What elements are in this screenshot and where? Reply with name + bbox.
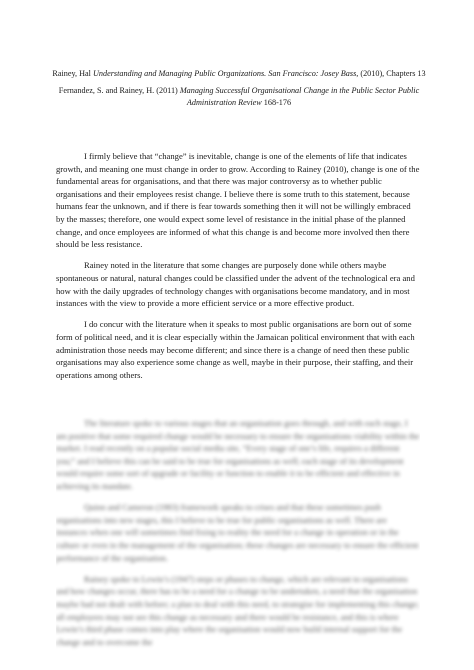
- blurred-paragraph: The literature spoke to various stages that an organisation goes through, and with each stage, I am positive that some required change would be necessary to ensure the organisations viability within the market. I read recently on a popular social media site, “Every stage of one’s life, requires a different you;” and I believe this can be said to be true for organisations as well; each stage of its development would require some sort of upgrade or facility or function to enable it to be efficient and effective in achieving its mandate.: [56, 418, 420, 491]
- reference-title: Managing Successful Organisational Change in the Public Sector Public Administration Review: [179, 86, 420, 108]
- blurred-paragraph: Rainey spoke to Lewin’s (1947) steps or phases to change, which are relevant to organisations and how changes occur, there has to be a need for a change to be undertaken, a need that the organisation maybe had not dealt with before; a plan to deal with this need, to strategise for implementing this change; all employees may not see this change as necessary and there would be resistance, and this is where Lewin’s third phase comes into play where the organisation would now build internal support for the change and to overcome the: [56, 573, 419, 647]
- blurred-text: [56, 417, 420, 648]
- essay-paragraph: I firmly believe that “change” is inevitable, change is one of the elements of life that indicates growth, and meaning one must change in order to grow. According to Rainey (2010), change is one of the fundamental areas for organisations, and that there was major controversy as to whether public organisations and their employees resist change. I believe there is some truth to this statement, because humans fear the unknown, and if there is fear towards something then it will not be willingly embraced by the masses; therefore, one would expect some level of resistance in the initial phase of the planned change, and once employees are informed of what this change is and become more involved then there should be less resistance.: [56, 151, 420, 250]
- essay-paragraph: I do concur with the literature when it speaks to most public organisations are born out of some form of political need, and it is clear especially within the Jamaican political environment that with each administration those needs may become different; and since there is a change of need then these public organisations may also experience some change as well, maybe in their purpose, their staffing, and their operations among others.: [56, 319, 415, 380]
- blurred-preview-region: [56, 417, 420, 670]
- reference-entry: [40, 85, 438, 109]
- blurred-paragraph: Quinn and Cameron (1983) framework speaks to crises and that these sometimes push organisations into new stages, this I believe to be true for public organisations as well. There are instances when one will sometimes find fixing to reality the need for a change in operation or in the culture or even in the management of the organisation; these changes are necessary to ensure the efficient performance of the organisation.: [56, 502, 419, 563]
- references-block: [40, 68, 438, 115]
- reference-details: 168-176: [261, 98, 292, 108]
- reference-authors: Fernandez, S. and Rainey, H. (2011): [58, 86, 180, 96]
- essay-paragraph: Rainey noted in the literature that some changes are purposely done while others maybe spontaneous or natural, natural changes could be classified under the advent of the technological era and how with the daily upgrades of technology changes with organisations become mandatory, and in most instances with the view to provide a more efficient service or a more effective product.: [56, 260, 415, 309]
- reference-entry: [40, 68, 438, 80]
- reference-authors: Rainey, Hal: [52, 69, 93, 78]
- essay-body: [56, 150, 420, 390]
- reference-details: , (2010), Chapters 13: [356, 69, 426, 78]
- reference-title: Understanding and Managing Public Organizations. San Francisco: Josey Bass: [92, 69, 357, 78]
